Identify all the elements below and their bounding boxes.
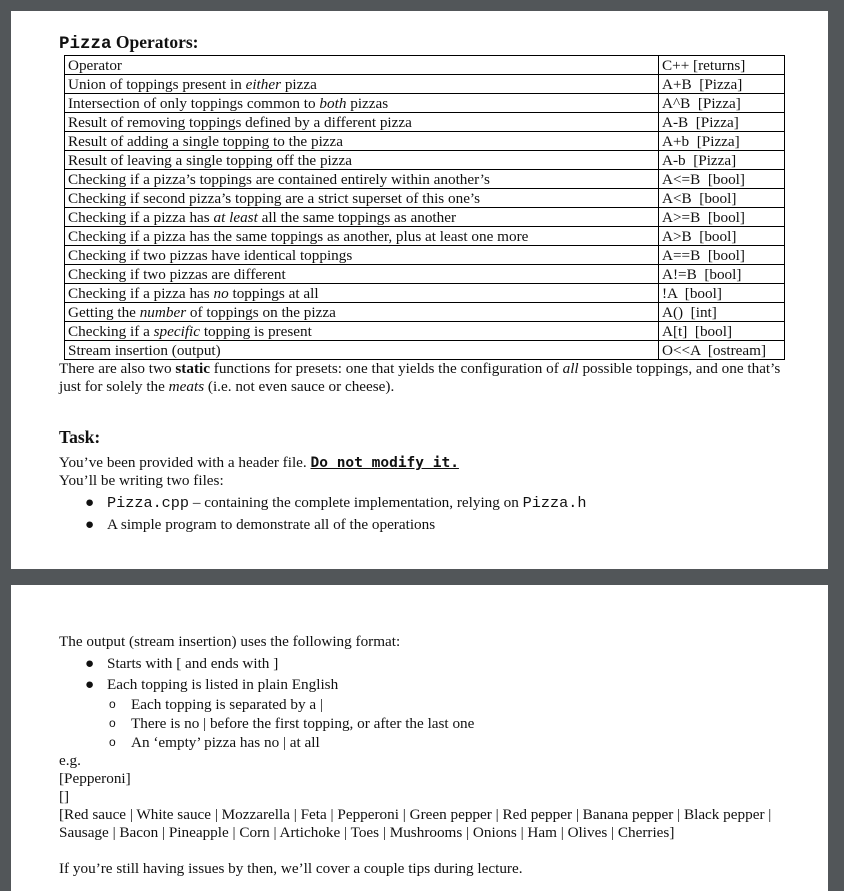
operator-description: Checking if two pizzas have identical toppings: [65, 246, 659, 265]
do-not-modify-text: Do not modify it.: [310, 455, 459, 471]
document-page-2: [11, 585, 828, 891]
note-text-1: There are also two: [59, 360, 176, 377]
operator-description: Union of toppings present in either pizza: [65, 75, 659, 94]
operator-description: Stream insertion (output): [65, 341, 659, 360]
operator-syntax: A-B [Pizza]: [659, 113, 785, 132]
table-header-row: [65, 56, 785, 75]
operator-syntax: A<B [bool]: [659, 189, 785, 208]
operator-description: Checking if a pizza has the same toppings as another, plus at least one more: [65, 227, 659, 246]
operator-syntax: A^B [Pizza]: [659, 94, 785, 113]
table-row: [65, 75, 785, 94]
table-row: [65, 303, 785, 322]
operator-description: Checking if two pizzas are different: [65, 265, 659, 284]
closing-note: If you’re still having issues by then, we’ll cover a couple tips during lecture.: [59, 860, 523, 877]
operator-syntax: A+B [Pizza]: [659, 75, 785, 94]
table-row: [65, 227, 785, 246]
operator-syntax: A==B [bool]: [659, 246, 785, 265]
section-heading-pizza-operators: [59, 31, 784, 55]
table-row: [65, 132, 785, 151]
list-item: [83, 653, 784, 674]
operator-description: Checking if second pizza’s topping are a strict superset of this one’s: [65, 189, 659, 208]
bullet-text: A simple program to demonstrate all of the operations: [107, 516, 436, 533]
heading-text: Operators:: [111, 32, 199, 52]
task-bullet-list: [59, 492, 784, 535]
operator-description: Result of leaving a single topping off the pizza: [65, 151, 659, 170]
sub-bullet-text: Each topping is separated by a |: [131, 696, 323, 713]
heading-code: Pizza: [59, 34, 112, 54]
operator-description: Getting the number of toppings on the pizza: [65, 303, 659, 322]
operator-description: Checking if a specific topping is present: [65, 322, 659, 341]
list-item: [83, 492, 784, 514]
note-text-3: possible toppings, and one that’s just for solely the: [59, 360, 781, 395]
list-item: [83, 674, 784, 695]
static-functions-note: [59, 360, 784, 396]
sub-bullet-text: There is no | before the first topping, or after the last one: [131, 715, 475, 732]
list-item: [107, 695, 784, 714]
operator-description: Checking if a pizza’s toppings are contained entirely within another’s: [65, 170, 659, 189]
example-2: []: [59, 788, 70, 805]
operator-syntax: !A [bool]: [659, 284, 785, 303]
task-line-1-text: You’ve been provided with a header file.: [59, 454, 311, 471]
operator-syntax: A-b [Pizza]: [659, 151, 785, 170]
task-line-2: You’ll be writing two files:: [59, 472, 224, 489]
example-1: [Pepperoni]: [59, 770, 131, 787]
bullet-code-pizza-cpp: Pizza.cpp: [107, 494, 190, 512]
task-heading: Task:: [59, 427, 101, 447]
format-sub-bullet-list: [59, 695, 784, 752]
table-row: [65, 151, 785, 170]
table-row: [65, 113, 785, 132]
bullet-icon: ●: [85, 494, 95, 511]
example-3: [Red sauce | White sauce | Mozzarella | Feta | Pepperoni | Green pepper | Red pepper | Banana pepper | Black pepper | Sausage | Bacon | Pineapple | Corn | Artichoke | Toes | Mushrooms | Onions | Ham | Olives | Cherries]: [59, 806, 772, 841]
operator-description: Checking if a pizza has at least all the same toppings as another: [65, 208, 659, 227]
operator-syntax: A<=B [bool]: [659, 170, 785, 189]
circle-bullet-icon: o: [109, 735, 116, 749]
table-row: [65, 208, 785, 227]
operator-syntax: O<<A [ostream]: [659, 341, 785, 360]
operator-syntax: A>B [bool]: [659, 227, 785, 246]
list-item: [107, 714, 784, 733]
note-em-meats: meats: [168, 378, 205, 395]
eg-label: e.g.: [59, 752, 81, 769]
list-item: [107, 733, 784, 752]
note-em-all: all: [562, 360, 579, 377]
operators-table: [64, 55, 785, 360]
page-1-content: [59, 31, 784, 535]
bullet-code-pizza-h: Pizza.h: [522, 494, 587, 512]
table-row: [65, 189, 785, 208]
task-line-1: [59, 454, 784, 472]
table-row: [65, 265, 785, 284]
operator-syntax: A[t] [bool]: [659, 322, 785, 341]
operator-description: Result of removing toppings defined by a different pizza: [65, 113, 659, 132]
bullet-icon: ●: [85, 676, 95, 693]
header-returns: C++ [returns]: [659, 56, 785, 75]
bullet-text: Each topping is listed in plain English: [107, 676, 339, 693]
list-item: [83, 514, 784, 535]
document-page-1: [11, 11, 828, 569]
bullet-icon: ●: [85, 655, 95, 672]
circle-bullet-icon: o: [109, 697, 116, 711]
table-row: [65, 246, 785, 265]
table-row: [65, 322, 785, 341]
operator-description: Intersection of only toppings common to both pizzas: [65, 94, 659, 113]
circle-bullet-icon: o: [109, 716, 116, 730]
page-2-content: [59, 633, 784, 878]
bullet-text: Starts with [ and ends with ]: [107, 655, 279, 672]
table-row: [65, 341, 785, 360]
header-operator: Operator: [65, 56, 659, 75]
operator-syntax: A+b [Pizza]: [659, 132, 785, 151]
note-bold-static: static: [175, 360, 210, 377]
table-row: [65, 94, 785, 113]
format-bullet-list: [59, 653, 784, 695]
operator-syntax: A() [int]: [659, 303, 785, 322]
sub-bullet-text: An ‘empty’ pizza has no | at all: [131, 734, 320, 751]
operator-description: Result of adding a single topping to the pizza: [65, 132, 659, 151]
operator-description: Checking if a pizza has no toppings at all: [65, 284, 659, 303]
note-text-4: (i.e. not even sauce or cheese).: [204, 378, 395, 395]
operator-syntax: A>=B [bool]: [659, 208, 785, 227]
note-text-2: functions for presets: one that yields the configuration of: [209, 360, 563, 377]
output-format-intro: The output (stream insertion) uses the following format:: [59, 633, 401, 650]
table-row: [65, 284, 785, 303]
bullet-text: – containing the complete implementation, relying on: [189, 494, 523, 511]
operator-syntax: A!=B [bool]: [659, 265, 785, 284]
bullet-icon: ●: [85, 516, 95, 533]
table-row: [65, 170, 785, 189]
